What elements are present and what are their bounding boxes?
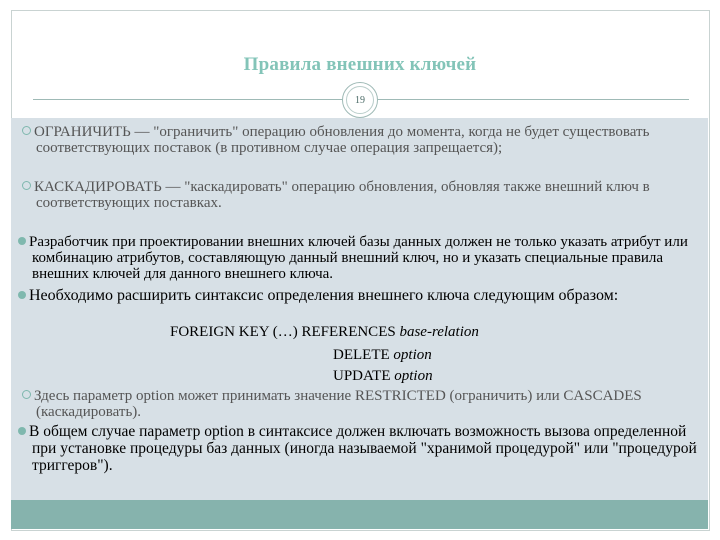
syntax-base-relation: base-relation bbox=[399, 324, 479, 340]
list-item-developer bbox=[18, 234, 708, 282]
solid-bullet-icon bbox=[18, 291, 26, 299]
page-number: 19 bbox=[346, 86, 374, 114]
list-item-param bbox=[22, 388, 708, 420]
general-text: В общем случае параметр option в синтаксисе должен включать возможность вызова определенной при установке процедуры баз данных (иногда называемой "хранимой процедурой" или "процедурой триггеров"). bbox=[29, 423, 697, 474]
param-text: Здесь параметр option может принимать значение RESTRICTED (ограничить) или CASCADES (каскадировать). bbox=[34, 388, 642, 420]
syntax-line-foreign-key bbox=[170, 324, 479, 341]
restrict-text: ОГРАНИЧИТЬ — "ограничить" операцию обновления до момента, когда не будет существовать соответствующих поставок (в противном случае операция запрещается); bbox=[34, 124, 650, 156]
slide-title: Правила внешних ключей bbox=[243, 54, 477, 75]
page-number-badge bbox=[342, 82, 378, 118]
syntax-line-update bbox=[333, 368, 433, 385]
syntax-delete-option: option bbox=[393, 347, 432, 363]
syntax-delete: DELETE bbox=[333, 347, 394, 363]
hollow-bullet-icon bbox=[22, 390, 31, 399]
solid-bullet-icon bbox=[18, 427, 26, 435]
cascade-text: КАСКАДИРОВАТЬ — "каскадировать" операцию обновления, обновляя также внешний ключ в соответствующих поставках. bbox=[34, 179, 650, 211]
list-item-restrict bbox=[22, 124, 708, 156]
solid-bullet-icon bbox=[18, 237, 26, 245]
developer-text: Разработчик при проектировании внешних ключей базы данных должен не только указать атрибут или комбинацию атрибутов, составляющую данный внешний ключ, но и указать специальные правила внешних ключей для данного внешнего ключа. bbox=[29, 234, 688, 282]
list-item-extend bbox=[18, 287, 708, 304]
list-item-cascade bbox=[22, 179, 708, 211]
list-item-general bbox=[18, 423, 708, 474]
hollow-bullet-icon bbox=[22, 181, 31, 190]
syntax-foreign-key: FOREIGN KEY (…) REFERENCES bbox=[170, 324, 400, 340]
syntax-update-option: option bbox=[394, 368, 433, 384]
footer-bar bbox=[11, 500, 708, 529]
hollow-bullet-icon bbox=[22, 126, 31, 135]
syntax-line-delete bbox=[333, 347, 432, 364]
extend-text: Необходимо расширить синтаксис определения внешнего ключа следующим образом: bbox=[29, 287, 619, 304]
syntax-update: UPDATE bbox=[333, 368, 395, 384]
